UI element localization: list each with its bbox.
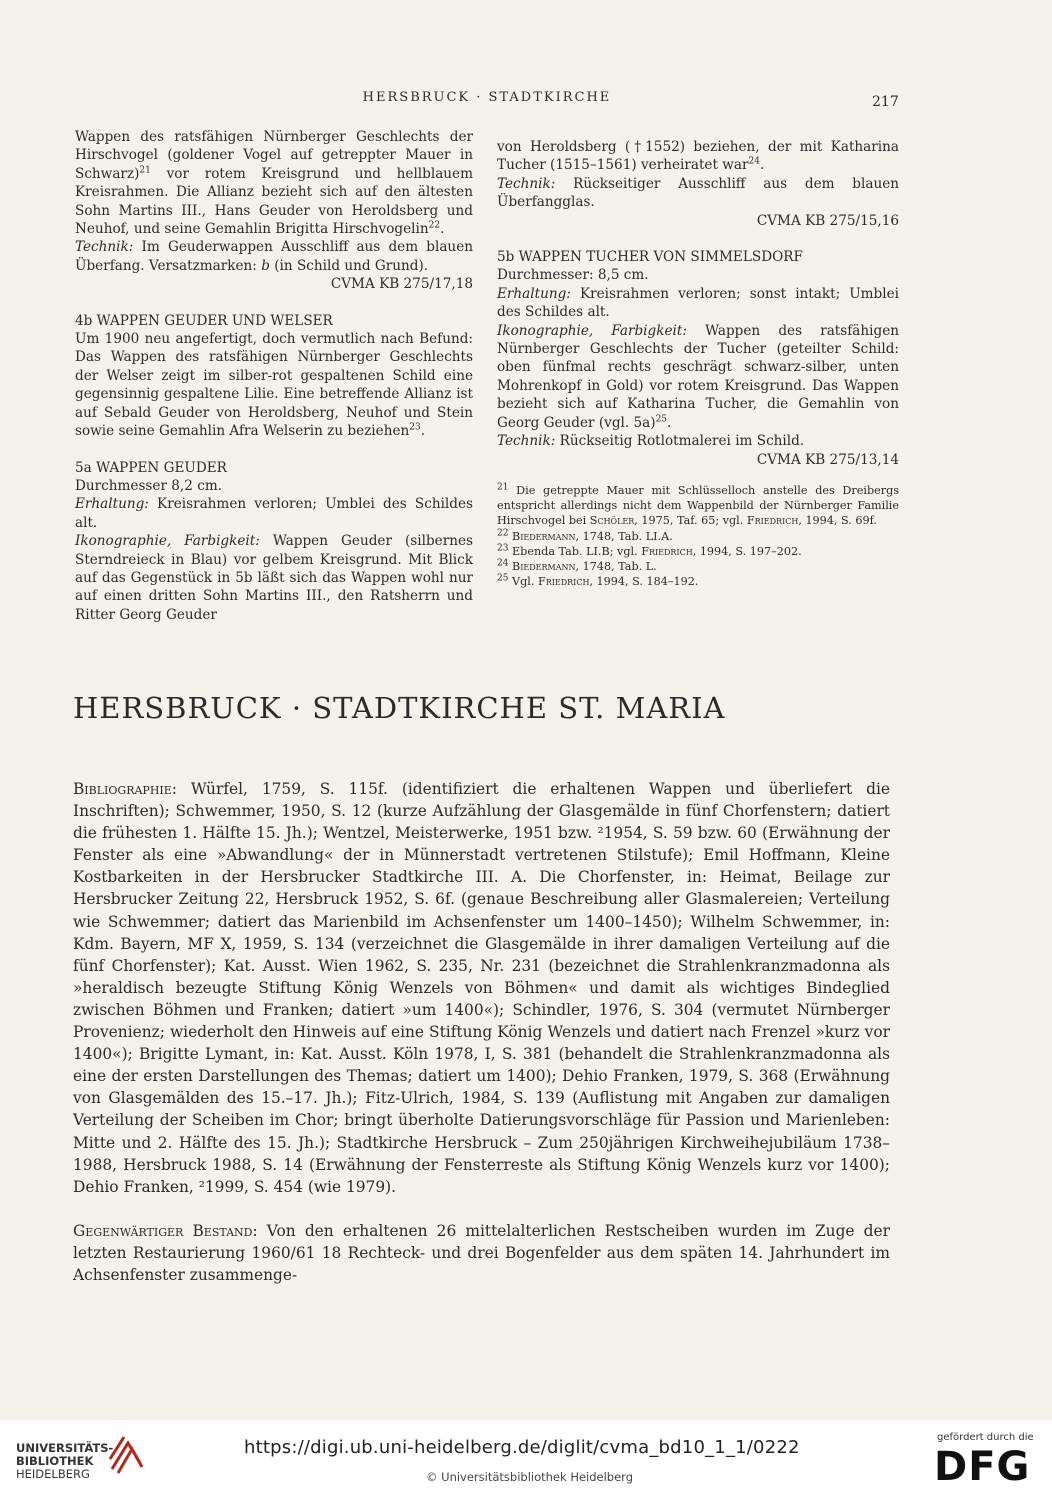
technik-line: Technik: Rückseitiger Ausschliff aus dem blauen Überfangglas. <box>497 175 899 211</box>
ub-emblem-icon <box>106 1429 146 1479</box>
cvma-ref: CVMA KB 275/17,18 <box>330 276 473 293</box>
entry-heading: 5a WAPPEN GEUDER <box>75 459 227 476</box>
footnote-ref[interactable]: 25 <box>655 414 668 425</box>
ikonographie-line: Ikonographie, Farbigkeit: Wappen Geuder (silbernes Sterndreieck in Blau) vor gelbem Kreisgrund. Mit Blick auf das Gegenstück in 5b läßt sich das Wappen wohl nur auf einen dritten Sohn Martins III., den Ratsherrn und Ritter Georg Geuder <box>75 533 473 623</box>
footnote: $^{25}$ Vgl. Friedrich, 1994, S. 184–192. <box>497 573 699 589</box>
footnote-ref[interactable]: 24 <box>748 156 760 167</box>
left-column <box>75 128 473 624</box>
footnote-ref[interactable]: 23 <box>409 422 421 433</box>
technik-line: Technik: Rückseitig Rotlotmalerei im Schild. <box>497 433 805 450</box>
bibliographie-paragraph: Bibliographie: Würfel, 1759, S. 115f. (identifiziert die erhaltenen Wappen und überliefert die Inschriften); Schwemmer, 1950, S. 12 (kurze Aufzählung der Glasgemälde in fünf Chorfenstern; datiert die frühesten 1. Hälfte 15. Jh.); Wentzel, Meisterwerke, 1951 bzw. ²1954, S. 59 bzw. 60 (Erwähnung der Fenster als eine »Abwandlung« der in Münnerstadt vertretenen Stilstufe); Emil Hoffmann, Kleine Kostbarkeiten in der Hersbrucker Stadtkirche III. A. Die Chorfenster, in: Heimat, Beilage zur Hersbrucker Zeitung 22, Hersbruck 1952, S. 6f. (genaue Beschreibung aller Glasmalereien; Verteilung wie Schwemmer; datiert das Marienbild im Achsenfenster um 1400–1450); Wilhelm Schwemmer, in: Kdm. Bayern, MF X, 1959, S. 134 (verzeichnet die Glasgemälde in ihrer damaligen Verteilung auf die fünf Chorfenster); Kat. Ausst. Wien 1962, S. 235, Nr. 231 (bezeichnet die Strahlenkranzmadonna als »heraldisch bezeugte Stiftung König Wenzels von Böhmen« und damit als wichtiges Bindeglied zwischen Böhmen und Franken; datiert »um 1400«); Schindler, 1976, S. 304 (vermutet Nürnberger Provenienz; wiederholt den Hinweis auf eine Stiftung König Wenzels und datiert nach Frenzel »kurz vor 1400«); Brigitte Lymant, in: Kat. Ausst. Köln 1978, I, S. 381 (behandelt die Strahlenkranzmadonna als eine der ersten Darstellungen des Themas; datiert um 1400); Dehio Franken, 1979, S. 368 (Erwähnung von Glasgemälden des 15.–17. Jh.); Fitz-Ulrich, 1984, S. 139 (Auflistung mit Angaben zur damaligen Verteilung der Scheiben im Chor; bringt überholte Datierungsvorschläge für Passion und Marienleben: Mitte und 2. Hälfte des 15. Jh.); Stadtkirche Hersbruck – Zum 250jährigen Kirchweihejubiläum 1738–1988, Hersbruck 1988, S. 14 (Erwähnung der Fensterreste als Stiftung König Wenzels kurz vor 1400); Dehio Franken, ²1999, S. 454 (wie 1979). <box>73 780 890 1196</box>
main-body <box>73 778 890 1308</box>
ub-logo[interactable]: UNIVERSITÄTS- BIBLIOTHEK HEIDELBERG <box>16 1441 114 1481</box>
footnote: $^{23}$ Ebenda Tab. LI.B; vgl. Friedrich, 1994, S. 197–202. <box>497 542 802 558</box>
running-head: HERSBRUCK · STADTKIRCHE <box>362 90 612 105</box>
right-column <box>497 138 899 589</box>
paragraph: Wappen des ratsfähigen Nürnberger Geschlechts der Hirschvogel (goldener Vogel auf getreppter Mauer in Schwarz)$^{21}$ vor rotem Kreisgrund und hellblauem Kreisrahmen. Die Allianz bezieht sich auf den ältesten Sohn Martins III., Hans Geuder von Heroldsberg und Neuhof, und seine Gemahlin Brigitta Hirschvogelin$^{22}$. <box>75 129 473 238</box>
entry-heading: 4b WAPPEN GEUDER UND WELSER <box>75 312 333 329</box>
viewer-footer <box>0 1420 1052 1496</box>
dfg-logo[interactable]: DFG <box>934 1444 1031 1490</box>
cvma-ref: CVMA KB 275/13,14 <box>756 451 899 468</box>
diameter: Durchmesser 8,2 cm. <box>75 477 223 494</box>
footnote: $^{22}$ Biedermann, 1748, Tab. LI.A. <box>497 527 673 543</box>
permalink-url[interactable]: https://digi.ub.uni-heidelberg.de/diglit/cvma_bd10_1_1/0222 <box>244 1437 800 1458</box>
erhaltung-line: Erhaltung: Kreisrahmen verloren; sonst intakt; Umblei des Schildes alt. <box>497 285 899 321</box>
footnote: $^{24}$ Biedermann, 1748, Tab. L. <box>497 558 657 573</box>
paragraph: von Heroldsberg (†1552) beziehen, der mit Katharina Tucher (1515–1561) verheiratet war$^{24}$. <box>497 139 899 174</box>
page-number: 217 <box>872 94 899 110</box>
paragraph: Um 1900 neu angefertigt, doch vermutlich nach Befund: Das Wappen des ratsfähigen Nürnberger Geschlechts der Welser zeigt im silber-rot gespaltenen Schild eine gegensinnig gespaltene Lilie. Eine betreffende Allianz ist auf Sebald Geuder von Heroldsberg, Neuhof und Stein sowie seine Gemahlin Afra Welserin zu beziehen$^{23}$. <box>75 331 473 440</box>
section-heading: HERSBRUCK · STADTKIRCHE ST. MARIA <box>73 691 726 725</box>
erhaltung-line: Erhaltung: Kreisrahmen verloren; Umblei des Schildes alt. <box>75 496 473 531</box>
copyright: © Universitätsbibliothek Heidelberg <box>426 1470 634 1484</box>
footnotes <box>497 483 899 589</box>
bestand-paragraph: Gegenwärtiger Bestand: Von den erhaltenen 26 mittelalterlichen Restscheiben wurden im Zuge der letzten Restaurierung 1960/61 18 Rechteck- und drei Bogenfelder aus dem späten 14. Jahrhundert im Achsenfenster zusammenge- <box>73 1221 890 1284</box>
diameter: Durchmesser: 8,5 cm. <box>497 267 649 284</box>
footnote-ref[interactable]: 21 <box>139 165 151 176</box>
ikonographie-line: Ikonographie, Farbigkeit: Wappen des ratsfähigen Nürnberger Geschlechts der Tucher (geteilter Schild: oben fünfmal rechts geschrägt schwarz-silber, unten Mohrenkopf in Gold) vor rotem Kreisgrund. Das Wappen bezieht sich auf Katharina Tucher, die Gemahlin von Georg Geuder (vgl. 5a)$^{25}$. <box>497 322 899 431</box>
footnote-ref[interactable]: 22 <box>428 220 441 231</box>
dfg-caption: gefördert durch die <box>937 1432 1034 1443</box>
entry-heading: 5b WAPPEN TUCHER VON SIMMELSDORF <box>497 249 803 266</box>
footnote: $^{21}$ Die getreppte Mauer mit Schlüsselloch anstelle des Dreibergs entspricht allerdings nicht dem Wappenbild der Nürnberger Familie Hirschvogel bei Schöler, 1975, Taf. 65; vgl. Friedrich, 1994, S. 69f. <box>497 482 899 528</box>
cvma-ref: CVMA KB 275/15,16 <box>756 212 899 229</box>
technik-line: Technik: Im Geuderwappen Ausschliff aus dem blauen Überfang. Versatzmarken: b (in Schild und Grund). <box>75 239 473 274</box>
